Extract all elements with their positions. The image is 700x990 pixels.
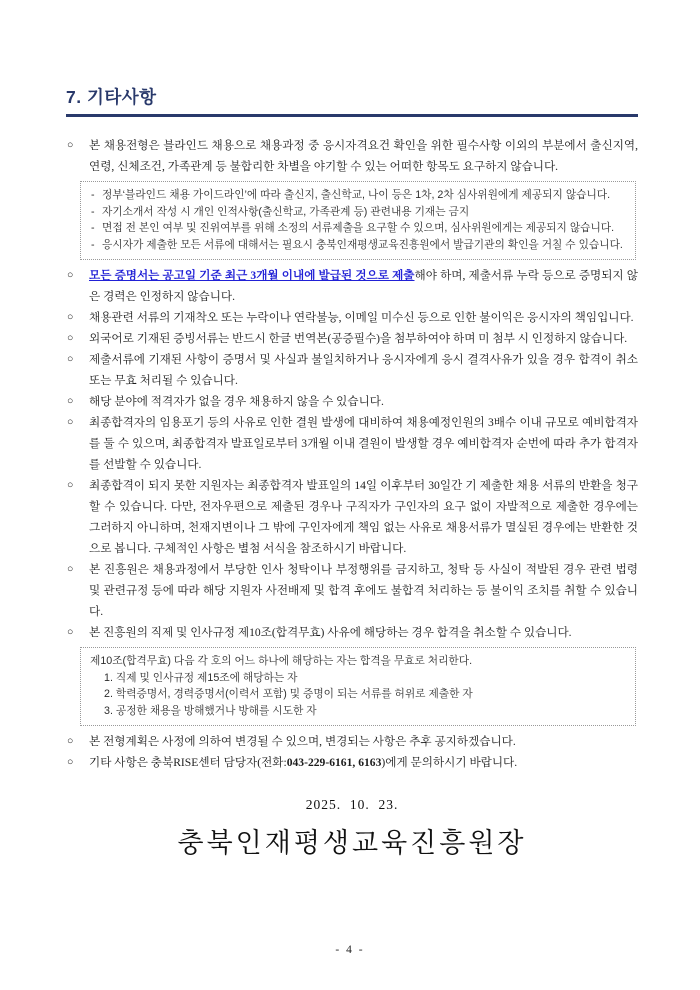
document-body: [66, 135, 638, 773]
bullet-marker: ○: [67, 312, 74, 323]
bullet-item-6: [66, 391, 638, 412]
bullet-marker: ○: [67, 140, 74, 151]
blind-hiring-note-box: [80, 181, 636, 260]
bullet-marker: ○: [67, 354, 74, 365]
bullet-text: 제출서류에 기재된 사항이 증명서 및 사실과 불일치하거나 응시자에게 응시 결격사유가 있을 경우 합격이 취소 또는 무효 처리될 수 있습니다.: [89, 353, 638, 387]
dash-marker: -: [91, 205, 95, 218]
bullet-item-12: [66, 752, 638, 773]
bullet-text: 채용관련 서류의 기재착오 또는 누락이나 연락불능, 이메일 미수신 등으로 인한 불이익은 응시자의 책임입니다.: [89, 311, 634, 324]
bullet-marker: ○: [67, 736, 74, 747]
note-numbered-item-2: 2. 학력증명서, 경력증명서(이력서 포함) 및 증명이 되는 서류를 허위로 제출한 자: [104, 688, 473, 700]
contact-phone-number: 043-229-6161, 6163: [286, 756, 382, 769]
bullet-text: 기타 사항은 충북RISE센터 담당자(전화:043-229-6161, 6163)에게 문의하시기 바랍니다.: [89, 756, 518, 769]
note-item-2: [90, 204, 626, 221]
bullet-text: 최종합격자의 임용포기 등의 사유로 인한 결원 발생에 대비하여 채용예정인원의 3배수 이내 규모로 예비합격자를 둘 수 있으며, 최종합격자 발표일로부터 3개월 이내 결원이 발생할 경우 예비합격자 순번에 따라 추가 합격자를 선발할 수 있습니다.: [89, 416, 638, 471]
document-content: [66, 84, 638, 860]
bullet-marker: ○: [67, 396, 74, 407]
note-item-1: [90, 187, 626, 204]
bullet-text: 본 전형계획은 사정에 의하여 변경될 수 있으며, 변경되는 사항은 추후 공지하겠습니다.: [89, 735, 516, 748]
note-numbered-item-1: 1. 직제 및 인사규정 제15조에 해당하는 자: [104, 671, 298, 684]
bullet-item-5: [66, 349, 638, 391]
highlighted-deadline-text: 모든 증명서는 공고일 기준 최근 3개월 이내에 발급된 것으로 제출: [89, 269, 415, 282]
bullet-item-8: [66, 475, 638, 559]
bullet-marker: ○: [67, 627, 74, 638]
bullet-item-10: [66, 622, 638, 643]
note-text: 정부‘블라인드 채용 가이드라인’에 따라 출신지, 출신학교, 나이 등은 1차, 2차 심사위원에게 제공되지 않습니다.: [102, 189, 611, 201]
bullet-marker: ○: [67, 757, 74, 768]
bullet-marker: ○: [67, 480, 74, 491]
bullet-marker: ○: [67, 417, 74, 428]
note-item-4: [90, 237, 626, 254]
bullet-text: 외국어로 기재된 증빙서류는 반드시 한글 번역본(공증필수)을 첨부하여야 하며 미 첨부 시 인정하지 않습니다.: [89, 332, 628, 345]
bullet-text: 해당 분야에 적격자가 없을 경우 채용하지 않을 수 있습니다.: [89, 395, 384, 408]
note-item-3: [90, 220, 626, 237]
note-text: 응시자가 제출한 모든 서류에 대해서는 필요시 충북인재평생교육진흥원에서 발급기관의 확인을 거칠 수 있습니다.: [102, 238, 623, 251]
dash-marker: -: [91, 189, 95, 201]
dash-marker: -: [91, 238, 95, 251]
document-date: 2025. 10. 23.: [305, 797, 399, 812]
bullet-text: 최종합격이 되지 못한 지원자는 최종합격자 발표일의 14일 이후부터 30일간 기 제출한 채용 서류의 반환을 청구할 수 있습니다. 다만, 전자우편으로 제출된 경우나 구직자가 구인자의 요구 없이 자발적으로 제출한 경우에는 그러하지 아니하며, 천재지변이나 그 밖에 구인자에게 책임 없는 사유로 채용서류가 멸실된 경우에는 반환한 것으로 봅니다. 구체적인 사항은 별첨 서식을 참조하시기 바랍니다.: [89, 479, 638, 555]
bullet-item-9: [66, 559, 638, 622]
bullet-text: 본 진흥원의 직제 및 인사규정 제10조(합격무효) 사유에 해당하는 경우 합격을 취소할 수 있습니다.: [89, 626, 572, 639]
bullet-item-7: [66, 412, 638, 475]
note-numbered-item-3: 3. 공정한 채용을 방해했거나 방해를 시도한 자: [104, 704, 317, 717]
bullet-item-4: [66, 328, 638, 349]
bullet-item-3: [66, 307, 638, 328]
bullet-marker: ○: [67, 270, 74, 281]
note-text: 면접 전 본인 여부 및 진위여부를 위해 소정의 서류제출을 요구할 수 있으며, 심사위원에게는 제공되지 않습니다.: [102, 222, 615, 234]
article-10-note-box: [80, 647, 636, 726]
section-title-rule: [66, 114, 638, 117]
bullet-marker: ○: [67, 564, 74, 575]
bullet-marker: ○: [67, 333, 74, 344]
bullet-text: 본 채용전형은 블라인드 채용으로 채용과정 중 응시자격요건 확인을 위한 필수사항 이외의 부분에서 출신지역, 연령, 신체조건, 가족관계 등 불합리한 차별을 야기할 수 있는 어떠한 항목도 요구하지 않습니다.: [89, 139, 638, 173]
issuer-signature: 충북인재평생교육진흥원장: [177, 828, 527, 858]
note-text: 자기소개서 작성 시 개인 인적사항(출신학교, 가족관계 등) 관련내용 기재는 금지: [102, 205, 470, 218]
bullet-text: 본 진흥원은 채용과정에서 부당한 인사 청탁이나 부정행위를 금지하고, 청탁 등 사실이 적발된 경우 관련 법령 및 관련규정 등에 따라 해당 지원자 사전배제 및 합격 후에도 불합격 처리하는 등 불이익 조치를 취할 수 있습니다.: [89, 563, 638, 618]
bullet-text: 모든 증명서는 공고일 기준 최근 3개월 이내에 발급된 것으로 제출해야 하며, 제출서류 누락 등으로 증명되지 않은 경력은 인정하지 않습니다.: [89, 269, 638, 303]
bullet-item-2: [66, 265, 638, 307]
bullet-item-11: [66, 731, 638, 752]
dash-marker: -: [91, 222, 95, 234]
bullet-item-1: [66, 135, 638, 177]
note-box-title: 제10조(합격무효) 다음 각 호의 어느 하나에 해당하는 자는 합격을 무효로 처리한다.: [90, 655, 473, 667]
section-title: 7. 기타사항: [66, 87, 157, 107]
page-number: - 4 -: [335, 944, 365, 956]
